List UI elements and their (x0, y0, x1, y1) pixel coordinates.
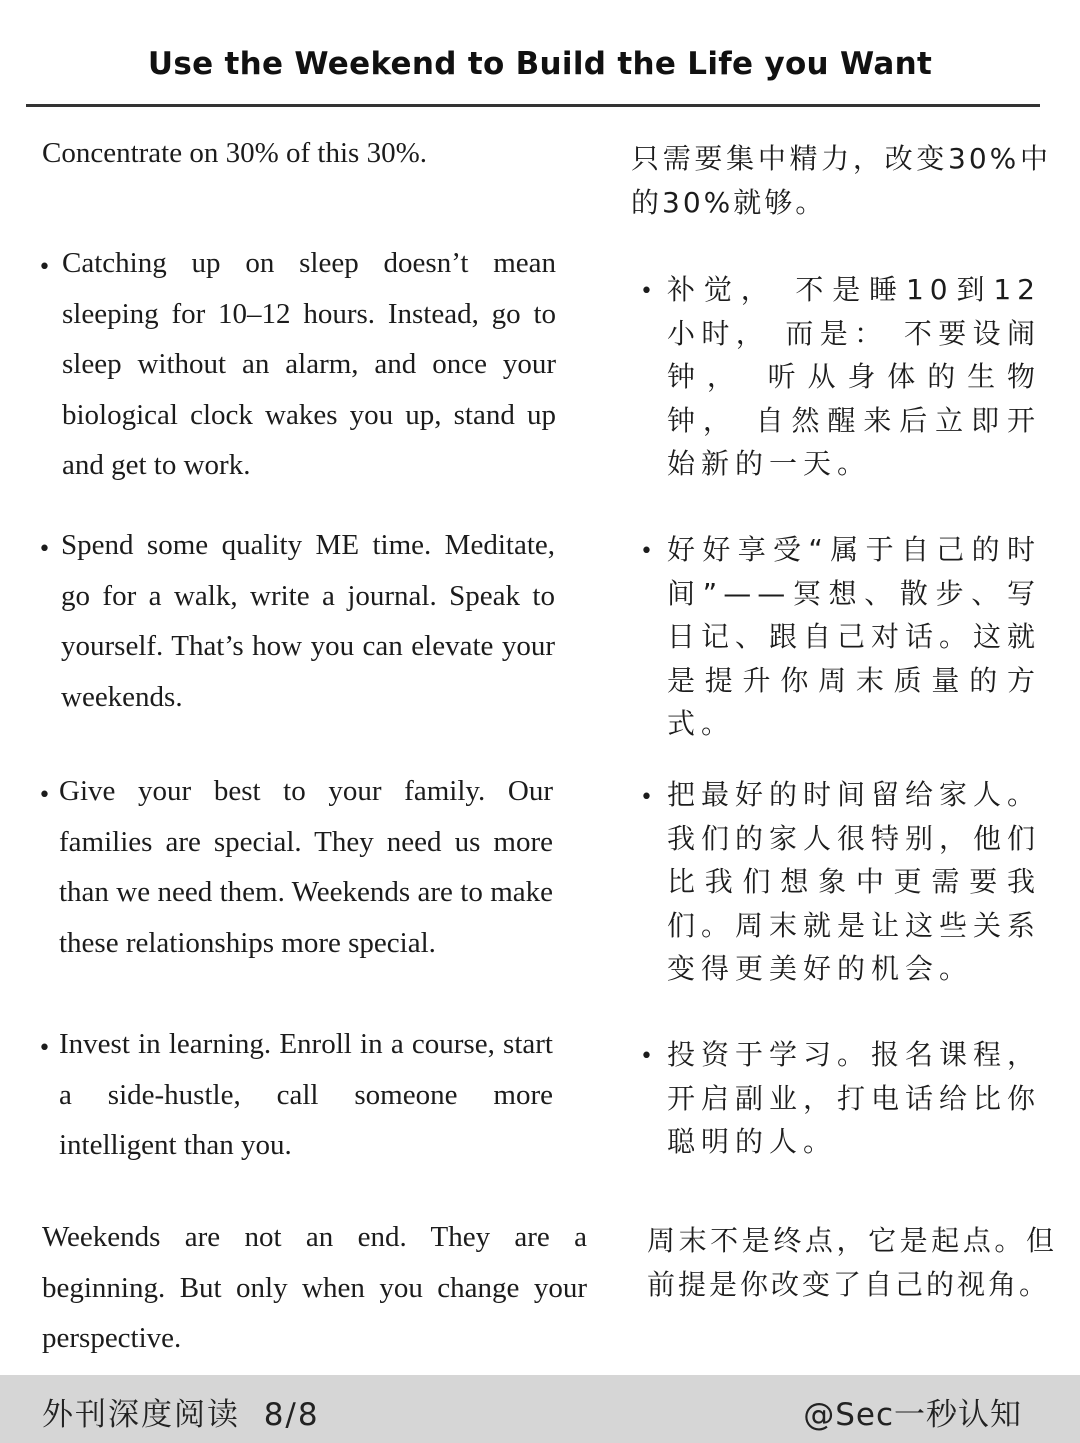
bullet-marker: • (640, 539, 653, 564)
intro-english: Concentrate on 30% of this 30%. (42, 137, 427, 169)
bullet-marker: • (640, 785, 653, 810)
bullet-marker: • (640, 1044, 653, 1069)
item-2-chinese: 好好享受“属于自己的时间”——冥想、散步、写日记、跟自己对话。这就是提升你周末质量的方式。 (667, 533, 1042, 740)
item-4-chinese: 投资于学习。报名课程，开启副业，打电话给比你聪明的人。 (667, 1038, 1042, 1158)
footer-series-page: 外刊深度阅读 8/8 (42, 1397, 320, 1433)
item-3-english: Give your best to your family. Our families are special. They need us more than we need them. Weekends are to make these relationships more special. (59, 775, 553, 959)
item-1-chinese: 补觉， 不是睡10到12小时， 而是： 不要设闹钟， 听从身体的生物钟， 自然醒来后立即开始新的一天。 (667, 273, 1041, 480)
bullet-marker: • (38, 1036, 51, 1061)
title-divider (26, 104, 1040, 107)
closing-english: Weekends are not an end. They are a beginning. But only when you change your perspective. (42, 1221, 587, 1354)
footer-bar (0, 1375, 1080, 1443)
item-1-english: Catching up on sleep doesn’t mean sleeping for 10–12 hours. Instead, go to sleep without an alarm, and once your biological clock wakes you up, stand up and get to work. (62, 247, 556, 481)
item-2-english: Spend some quality ME time. Meditate, go for a walk, write a journal. Speak to yourself. That’s how you can elevate your weekends. (61, 529, 555, 713)
closing-chinese: 周末不是终点，它是起点。但前提是你改变了自己的视角。 (647, 1224, 1057, 1301)
footer-account-handle: @Sec一秒认知 (803, 1397, 1022, 1433)
page-title: Use the Weekend to Build the Life you Want (147, 46, 933, 82)
bullet-marker: • (38, 783, 51, 808)
bullet-marker: • (640, 279, 653, 304)
item-4-english: Invest in learning. Enroll in a course, start a side-hustle, call someone more intelligent than you. (59, 1028, 553, 1161)
intro-chinese: 只需要集中精力，改变30%中的30%就够。 (631, 142, 1051, 219)
item-3-chinese: 把最好的时间留给家人。我们的家人很特别，他们比我们想象中更需要我们。周末就是让这些关系变得更美好的机会。 (667, 778, 1042, 985)
bullet-marker: • (38, 255, 51, 280)
bullet-marker: • (38, 537, 51, 562)
